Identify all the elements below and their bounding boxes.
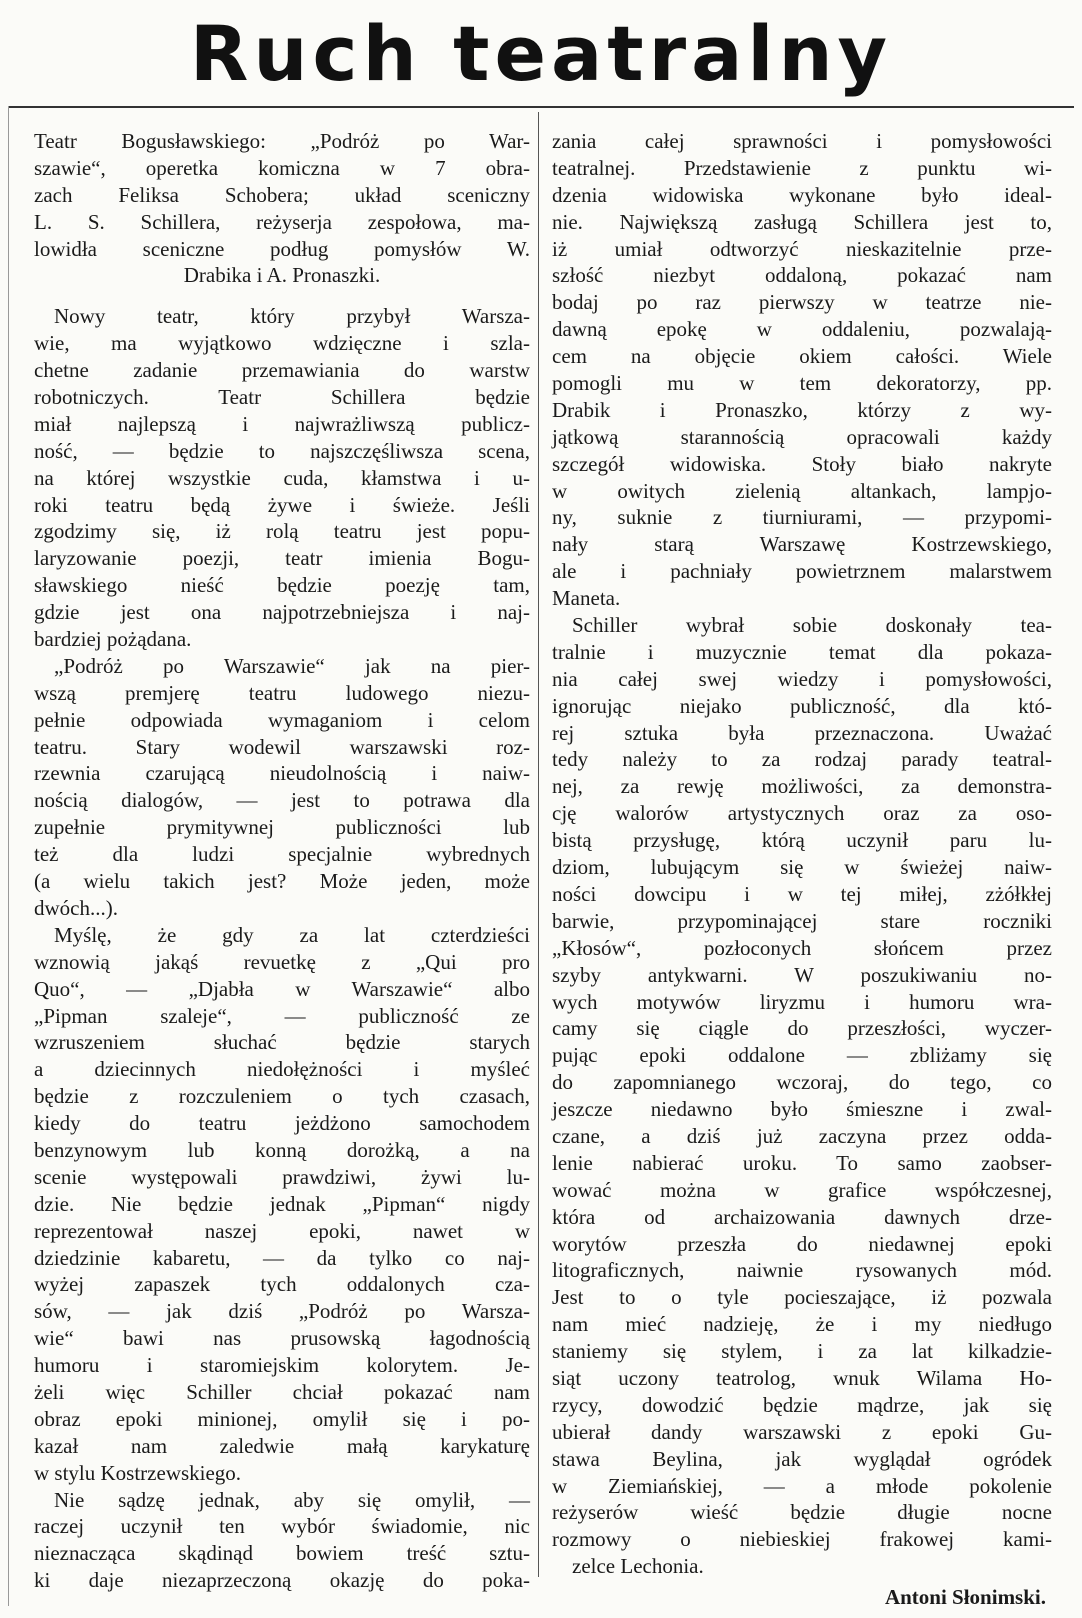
text-line: wych motywów liryzmu i humoru wra- <box>552 989 1052 1014</box>
text-line: „Kłosów“, pozłoconych słońcem przez <box>552 935 1052 960</box>
text-line: ki daje niezaprzeczoną okazję do poka- <box>34 1568 530 1593</box>
text-line: wzruszeniem słuchać będzie starych <box>34 1030 530 1055</box>
text-line: ale i pachniały powietrznem malarstwem <box>552 559 1052 584</box>
text-line: nej, za rewję możliwości, za demonstra- <box>552 774 1052 799</box>
text-line: worytów przeszła do niedawnej epoki <box>552 1231 1052 1256</box>
text-line: dzie. Nie będzie jednak „Pipman“ nigdy <box>34 1191 530 1216</box>
left-rule <box>8 106 9 1606</box>
text-line: L. S. Schillera, reżyserja zespołowa, ma- <box>34 209 530 234</box>
text-line: Myślę, że gdy za lat czterdzieści <box>54 922 530 947</box>
text-line: nie. Największą zasługą Schillera jest to, <box>552 209 1052 234</box>
text-line: ność, — będzie to najszczęśliwsza scena, <box>34 438 530 463</box>
text-line: Drabik i Pronaszko, którzy z wy- <box>552 397 1052 422</box>
text-line: jątkową starannością opracowali każdy <box>552 424 1052 449</box>
left-column <box>34 128 530 1594</box>
text-line: litograficznych, naiwnie rysowanych mód. <box>552 1258 1052 1283</box>
text-line: wszą premjerę teatru ludowego niezu- <box>34 680 530 705</box>
text-line: szyby antykwarni. W poszukiwaniu no- <box>552 962 1052 987</box>
article-title: Ruch teatralny <box>189 9 893 98</box>
text-line: zach Feliksa Schobera; układ sceniczny <box>34 182 530 207</box>
text-line: cem na objęcie okiem całości. Wiele <box>552 344 1052 369</box>
text-line: raczej uczynił ten wybór świadomie, nic <box>34 1514 530 1539</box>
text-line: nością dialogów, — jest to potrawa dla <box>34 788 530 813</box>
text-line: bistą przysługę, którą uczynił paru lu- <box>552 828 1052 853</box>
text-line: w Ziemiańskiej, — a młode pokolenie <box>552 1473 1052 1498</box>
text-line: sów, — jak dziś „Podróż po Warsza- <box>34 1299 530 1324</box>
text-line: staniemy się stylem, i za lat kilkadzie- <box>552 1339 1052 1364</box>
text-line: nam mieć nadzieję, że i my niedługo <box>552 1312 1052 1337</box>
text-line: zania całej sprawności i pomysłowości <box>552 129 1052 153</box>
text-line: Teatr Bogusławskiego: „Podróż po War- <box>34 129 530 153</box>
text-line: na której wszystkie cuda, kłamstwa i u- <box>34 465 530 490</box>
text-line: Nowy teatr, który przybył Warsza- <box>54 304 530 329</box>
text-line: dziedzinie kabaretu, — da tylko co naj- <box>34 1245 530 1270</box>
text-line: laryzowanie poezji, teatr imienia Bogu- <box>34 546 530 571</box>
top-rule <box>8 106 1074 108</box>
text-line: rzewnia czarującą nieudolnością i naiw- <box>34 761 530 786</box>
paragraph-gap <box>34 289 530 303</box>
text-line: miał najlepszą i najwrażliwszą publicz- <box>34 411 530 436</box>
right-column <box>552 128 1052 1611</box>
text-line: obraz epoki minionej, omylił się i po- <box>34 1406 530 1431</box>
text-line: Nie sądzę jednak, aby się omylił, — <box>54 1487 530 1512</box>
text-line: wyżej zapaszek tych oddalonych cza- <box>34 1272 530 1297</box>
text-line: bodaj po raz pierwszy w teatrze nie- <box>552 290 1052 315</box>
text-line: tedy należy to za rodzaj parady teatral- <box>552 747 1052 772</box>
text-line: (a wielu takich jest? Może jeden, może <box>34 869 530 894</box>
text-line: Schiller wybrał sobie doskonały tea- <box>572 613 1052 638</box>
text-line: tralnie i muzycznie temat dla pokaza- <box>552 639 1052 664</box>
text-line: ignorując niejako publiczność, dla któ- <box>552 693 1052 718</box>
text-line: rej sztuka była przeznaczona. Uważać <box>552 720 1052 745</box>
text-line: szczegół widowiska. Stoły biało nakryte <box>552 451 1052 476</box>
text-line: zgodzimy się, iż rolą teatru jest popu- <box>34 519 530 544</box>
text-line: pując epoki oddalone — zbliżamy się <box>552 1043 1052 1068</box>
text-line: reżyserów wieść będzie długie nocne <box>552 1500 1052 1525</box>
text-line: zupełnie prymitywnej publiczności lub <box>34 815 530 840</box>
text-line: Quo“, — „Djabła w Warszawie“ albo <box>34 976 530 1001</box>
text-line: teatru. Stary wodewil warszawski roz- <box>34 734 530 759</box>
text-line: cję walorów artystycznych oraz za oso- <box>552 801 1052 826</box>
text-line: dzenia widowiska wykonane było ideal- <box>552 182 1052 207</box>
text-line: w owitych zielenią altankach, lampjo- <box>552 478 1052 503</box>
text-line: „Podróż po Warszawie“ jak na pier- <box>54 653 530 678</box>
text-line: robotniczych. Teatr Schillera będzie <box>34 385 530 410</box>
text-line: teatralnej. Przedstawienie z punktu wi- <box>552 155 1052 180</box>
text-line: jeszcze niedawno było śmieszne i zwal- <box>552 1097 1052 1122</box>
text-line: nieznacząca skądinąd bowiem treść sztu- <box>34 1541 530 1566</box>
text-line: sławskiego nieść będzie poezję tam, <box>34 573 530 598</box>
text-line: dziom, lubującym się w świeżej naiw- <box>552 855 1052 880</box>
text-line: do zapomnianego wczoraj, do tego, co <box>552 1070 1052 1095</box>
text-line: wie“ bawi nas prusowską łagodnością <box>34 1326 530 1351</box>
text-line: kazał nam zaledwie małą karykaturę <box>34 1433 530 1458</box>
text-line: w stylu Kostrzewskiego. <box>34 1460 242 1485</box>
author-signature: Antoni Słonimski. <box>884 1585 1046 1610</box>
text-line: ny, suknie z tiurniurami, — przypomi- <box>552 505 1052 530</box>
text-line: pomogli mu w tem dekoratorzy, pp. <box>552 371 1052 396</box>
text-line: scenie występowali prawdziwi, żywi lu- <box>34 1164 530 1189</box>
text-line: pełnie odpowiada wymaganiom i celom <box>34 707 530 732</box>
text-line: nia całej swej wiedzy i pomysłowości, <box>552 666 1052 691</box>
text-line: camy się ciągle do przeszłości, wyczer- <box>552 1016 1052 1041</box>
text-line: Drabika i A. Pronaszki. <box>183 263 381 288</box>
text-line: ności dowcipu i w tej miłej, zżółkłej <box>552 881 1052 906</box>
text-line: która od archaizowania dawnych drze- <box>552 1204 1052 1229</box>
text-line: czane, a dziś już zaczyna przez odda- <box>552 1123 1052 1148</box>
text-line: lowidła sceniczne podług pomysłów W. <box>34 236 530 261</box>
text-line: rzycy, dowodzić będzie mądrze, jak się <box>552 1392 1052 1417</box>
text-line: a dziecinnych niedołężności i myśleć <box>34 1057 530 1082</box>
text-line: stawa Beylina, jak wyglądał ogródek <box>552 1446 1052 1471</box>
text-line: szawie“, operetka komiczna w 7 obra- <box>34 155 530 180</box>
text-line: Jest to o tyle pocieszające, iż pozwala <box>552 1285 1052 1310</box>
column-divider <box>538 112 539 1577</box>
text-line: chetne zadanie przemawiania do warstw <box>34 358 530 383</box>
text-line: zelce Lechonia. <box>572 1554 704 1579</box>
text-line: siąt uczony teatrolog, wnuk Wilama Ho- <box>552 1365 1052 1390</box>
text-line: też dla ludzi specjalnie wybrednych <box>34 842 530 867</box>
text-line: humoru i staromiejskim kolorytem. Je- <box>34 1353 530 1378</box>
text-line: żeli więc Schiller chciał pokazać nam <box>34 1379 530 1404</box>
text-line: bardziej pożądana. <box>34 627 192 652</box>
text-line: nały starą Warszawę Kostrzewskiego, <box>552 532 1052 557</box>
text-line: dawną epokę w oddaleniu, pozwalają- <box>552 317 1052 342</box>
text-line: rozmowy o niebieskiej frakowej kami- <box>552 1527 1052 1552</box>
text-line: wie, ma wyjątkowo wdzięczne i szla- <box>34 331 530 356</box>
text-line: wować można w grafice współczesnej, <box>552 1177 1052 1202</box>
text-line: roki teatru będą żywe i świeże. Jeśli <box>34 492 530 517</box>
text-line: „Pipman szaleje“, — publiczność ze <box>34 1003 530 1028</box>
text-line: iż umiał odtworzyć nieskazitelnie prze- <box>552 236 1052 261</box>
text-line: ubierał dandy warszawski z epoki Gu- <box>552 1419 1052 1444</box>
text-line: dwóch...). <box>34 895 118 920</box>
text-line: szłość niezbyt oddaloną, pokazać nam <box>552 263 1052 288</box>
text-line: reprezentował naszej epoki, nawet w <box>34 1218 530 1243</box>
text-line: gdzie jest ona najpotrzebniejsza i naj- <box>34 600 530 625</box>
text-line: Maneta. <box>552 586 621 611</box>
text-line: barwie, przypominającej stare roczniki <box>552 908 1052 933</box>
text-line: benzynowym lub konną dorożką, a na <box>34 1137 530 1162</box>
text-line: kiedy do teatru jeżdżono samochodem <box>34 1111 530 1136</box>
text-line: będzie z rozczuleniem o tych czasach, <box>34 1084 530 1109</box>
text-line: wznowią jakąś revuetkę z „Qui pro <box>34 949 530 974</box>
text-line: lenie nabierać uroku. To samo zaobser- <box>552 1150 1052 1175</box>
